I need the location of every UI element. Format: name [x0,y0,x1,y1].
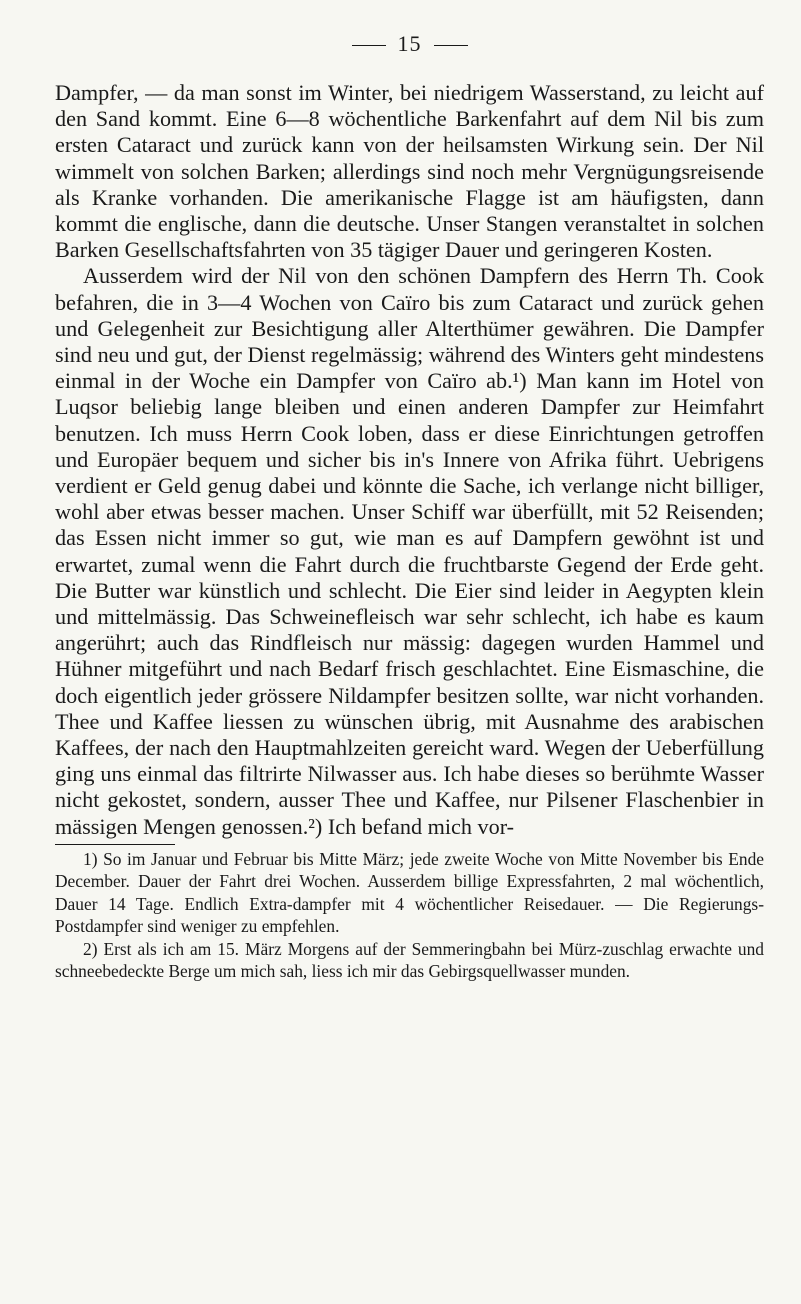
footnote-divider [55,844,175,845]
paragraph-1: Dampfer, — da man sonst im Winter, bei niedrigem Wasserstand, zu leicht auf den Sand kommt. Eine 6—8 wöchentliche Barkenfahrt auf dem Nil bis zum ersten Cataract und zurück kann von der heilsamsten Wirkung sein. Der Nil wimmelt von solchen Barken; allerdings sind noch mehr Vergnügungsreisende als Kranke vorhanden. Die amerikanische Flagge ist am häufigsten, dann kommt die englische, dann die deutsche. Unser Stangen veranstaltet in solchen Barken Gesellschaftsfahrten von 35 tägiger Dauer und geringeren Kosten. [55,80,764,263]
footnote-2: 2) Erst als ich am 15. März Morgens auf der Semmeringbahn bei Mürz-zuschlag erwachte und schneebedeckte Berge um mich sah, liess ich mir das Gebirgsquellwasser munden. [55,938,764,981]
page-number: 15 [397,31,422,56]
page-header [55,32,764,56]
paragraph-2: Ausserdem wird der Nil von den schönen Dampfern des Herrn Th. Cook befahren, die in 3—4 Wochen von Caïro bis zum Cataract und zurück gehen und Gelegenheit zur Besichtigung aller Alterthümer gewähren. Die Dampfer sind neu und gut, der Dienst regelmässig; während des Winters geht mindestens einmal in der Woche ein Dampfer von Caïro ab.¹) Man kann im Hotel von Luqsor beliebig lange bleiben und einen anderen Dampfer zur Heimfahrt benutzen. Ich muss Herrn Cook loben, dass er diese Einrichtungen getroffen und Europäer bequem und sicher bis in's Innere von Afrika führt. Uebrigens verdient er Geld genug dabei und könnte die Sache, ich verlange nicht billiger, wohl aber etwas besser machen. Unser Schiff war überfüllt, mit 52 Reisenden; das Essen nicht immer so gut, wie man es auf Dampfern gewöhnt ist und erwartet, zumal wenn die Fahrt durch die fruchtbarste Gegend der Erde geht. Die Butter war künstlich und schlecht. Die Eier sind leider in Aegypten klein und mittelmässig. Das Schweinefleisch war sehr schlecht, ich habe es kaum angerührt; auch das Rindfleisch nur mässig: dagegen wurden Hammel und Hühner mitgeführt und nach Bedarf frisch geschlachtet. Eine Eismaschine, die doch eigentlich jeder grössere Nildampfer besitzen sollte, war nicht vorhanden. Thee und Kaffee liessen zu wünschen übrig, mit Ausnahme des arabischen Kaffees, der nach den Hauptmahlzeiten gereicht ward. Wegen der Ueberfüllung ging uns einmal das filtrirte Nilwasser aus. Ich habe dieses so berühmte Wasser nicht gekostet, sondern, ausser Thee und Kaffee, nur Pilsener Flaschenbier in mässigen Mengen genossen.²) Ich befand mich vor- [55,263,764,839]
footnotes [55,848,764,982]
header-dash-right [434,45,468,46]
header-dash-left [352,45,386,46]
footnote-1: 1) So im Januar und Februar bis Mitte März; jede zweite Woche von Mitte November bis Ende December. Dauer der Fahrt drei Wochen. Ausserdem billige Expressfahrten, 2 mal wöchentlich, Dauer 14 Tage. Endlich Extra-dampfer mit 4 wöchentlicher Reisedauer. — Die Regierungs-Postdampfer sind weniger zu empfehlen. [55,848,764,937]
main-text [55,80,764,840]
